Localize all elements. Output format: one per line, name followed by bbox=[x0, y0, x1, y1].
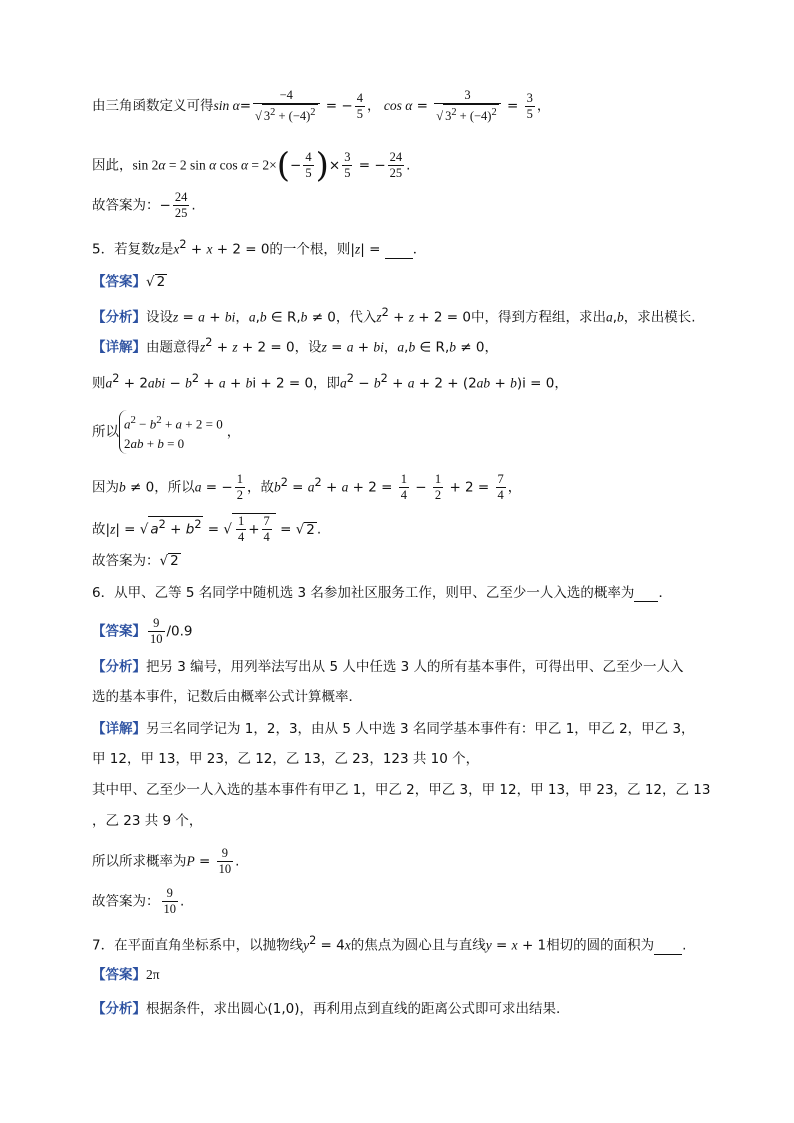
sin-cos-definition-line: 由三角函数定义可得sin α= $\frac{-4}{√ 3^2 + (-4)^2}$ = − $\frac{4}{5}$ ， cos α = $\frac{3}{√ 3^2 + (-4)^2}$ = $\frac{3}{5}$ ， bbox=[92, 88, 551, 124]
text: 选的基本事件，记数后由概率公式计算概率． bbox=[92, 689, 362, 705]
text: 其中甲、乙至少一人入选的基本事件有甲乙 1，甲乙 2，甲乙 3，甲 12，甲 13，甲 23，乙 12，乙 13 bbox=[92, 782, 711, 798]
text: 相切的圆的面积为 bbox=[546, 937, 655, 954]
text: 因此， bbox=[92, 157, 133, 174]
analysis-tag: 【分析】 bbox=[92, 659, 146, 675]
analysis-q7: 【分析】根据条件，求出圆心(1,0)，再利用点到直线的距离公式即可求出结果. bbox=[92, 1001, 561, 1017]
detail-q6-l3 bbox=[92, 781, 711, 799]
text: ，所以 bbox=[154, 479, 195, 496]
answer-tag: 【答案】 bbox=[92, 623, 146, 640]
text: 是 bbox=[159, 241, 174, 258]
text: 因为 bbox=[92, 479, 119, 496]
detail-q5-system: 所以$a^2 - b^2 + a + 2 = 0$ 2ab + b = 0， bbox=[92, 410, 240, 454]
analysis-tag: 【分析】 bbox=[92, 309, 146, 326]
text: 由题意得 bbox=[146, 339, 200, 356]
text: 另三名同学记为 1，2，3，由从 5 人中选 3 名同学基本事件有：甲乙 1，甲乙 2，甲乙 3， bbox=[146, 721, 695, 737]
text: ，故 bbox=[246, 479, 274, 496]
text: 所以所求概率为 bbox=[92, 853, 187, 870]
text: ，乙 23 共 9 个， bbox=[92, 813, 203, 829]
text: 把另 3 编号，用列举法写出从 5 人中任选 3 人的所有基本事件，可得出甲、乙至少一人入 bbox=[146, 659, 684, 675]
answer-line-q5: 故答案为：√ 2 bbox=[92, 553, 179, 569]
text: 故 bbox=[92, 521, 106, 538]
text: 7．在平面直角坐标系中，以抛物线 bbox=[92, 937, 304, 954]
text: 6．从甲、乙等 5 名同学中随机选 3 名参加社区服务工作，则甲、乙至少一人入选的概率为 bbox=[92, 585, 635, 601]
detail-q5-solve: 因为b ≠ 0，所以a = − $\frac{1}{2}$ ，故$b^2 = a^2 + a + 2$ = $\frac{1}{4}$ − $\frac{1}{2}$ + 2 = $\frac{7}{4}$ ， bbox=[92, 472, 522, 502]
detail-q6-l4 bbox=[92, 812, 202, 830]
analysis-q6 bbox=[92, 658, 684, 676]
analysis-tag: 【分析】 bbox=[92, 1001, 146, 1017]
text: 则 bbox=[92, 375, 106, 392]
detail-q5-modulus: 故|z| = √ $a^2 + b^2$ = √ $\frac{1}{4}$ + $\frac{7}{4}$ = √ 2 . bbox=[92, 514, 322, 544]
answer-line-q4: 故答案为：− $\frac{24}{25}$ . bbox=[92, 190, 196, 220]
text: 5．若复数 bbox=[92, 241, 155, 258]
text: 2π bbox=[146, 967, 160, 982]
detail-q6 bbox=[92, 720, 695, 738]
text: 的一个根，则 bbox=[269, 241, 351, 258]
question-6: 6．从甲、乙等 5 名同学中随机选 3 名参加社区服务工作，则甲、乙至少一人入选的概率为 ． bbox=[92, 585, 672, 601]
detail-q5-expand: 则$a^2 + 2abi - b^2 + a$ + bi + 2 = 0，即$a^2 - b^2 + a + 2 + (2ab + b)i = 0$， bbox=[92, 372, 568, 392]
detail-q5: 【详解】由题意得$z^2 + z + 2 = 0$，设z = a + bi，a,b ∈ R,b ≠ 0， bbox=[92, 336, 498, 356]
analysis-q6-cont bbox=[92, 688, 362, 706]
detail-tag: 【详解】 bbox=[92, 721, 146, 737]
answer-line-q6: 故答案为： $\frac{9}{10}$ . bbox=[92, 886, 185, 916]
text: 根据条件，求出圆心 bbox=[146, 1001, 268, 1017]
text: 甲 12，甲 13，甲 23，乙 12，乙 13，乙 23，123 共 10 个， bbox=[92, 751, 480, 767]
text: 中，得到方程组，求出 bbox=[470, 309, 606, 326]
text: 由三角函数定义可得 bbox=[92, 98, 214, 115]
text: ，求出模长. bbox=[623, 309, 696, 326]
text: /0.9 bbox=[166, 623, 193, 640]
text: 所以 bbox=[92, 424, 119, 441]
detail-q6-l5: 所以所求概率为P = $\frac{9}{10}$ . bbox=[92, 846, 240, 876]
text: 设设 bbox=[146, 309, 173, 326]
detail-q6-l2 bbox=[92, 750, 479, 768]
analysis-q5: 【分析】设设z = a + bi，a,b ∈ R,b ≠ 0，代入$z^2 + z + 2 = 0$中，得到方程组，求出a,b，求出模长. bbox=[92, 306, 696, 326]
answer-q6: 【答案】 $\frac{9}{10}$ /0.9 bbox=[92, 616, 193, 646]
text: ，即 bbox=[313, 375, 341, 392]
text: 的焦点为圆心且与直线 bbox=[350, 937, 486, 954]
text: ，设 bbox=[294, 339, 322, 356]
answer-q7 bbox=[92, 966, 160, 984]
answer-q5: 【答案】√ 2 bbox=[92, 274, 166, 290]
answer-tag: 【答案】 bbox=[92, 274, 146, 290]
question-5: 5．若复数z是$x^2 + x + 2 = 0$的一个根，则|z| = ． bbox=[92, 238, 427, 258]
detail-tag: 【详解】 bbox=[92, 339, 146, 356]
text: 故答案为： bbox=[92, 197, 160, 214]
question-7: 7．在平面直角坐标系中，以抛物线$y^2 = 4x$的焦点为圆心且与直线y = x + 1相切的圆的面积为 . bbox=[92, 934, 687, 954]
sin2a-line: 因此，sin 2α = 2 sin α cos α = 2×(− $\frac{4}{5}$ )× $\frac{3}{5}$ = − $\frac{24}{25}$ . bbox=[92, 145, 411, 186]
text: ． bbox=[412, 241, 427, 258]
text: ，代入 bbox=[335, 309, 377, 326]
text: 故答案为： bbox=[92, 893, 160, 910]
answer-tag: 【答案】 bbox=[92, 967, 146, 983]
text: ，再利用点到直线的距离公式即可求出结果. bbox=[299, 1001, 561, 1017]
text: 故答案为： bbox=[92, 553, 160, 569]
